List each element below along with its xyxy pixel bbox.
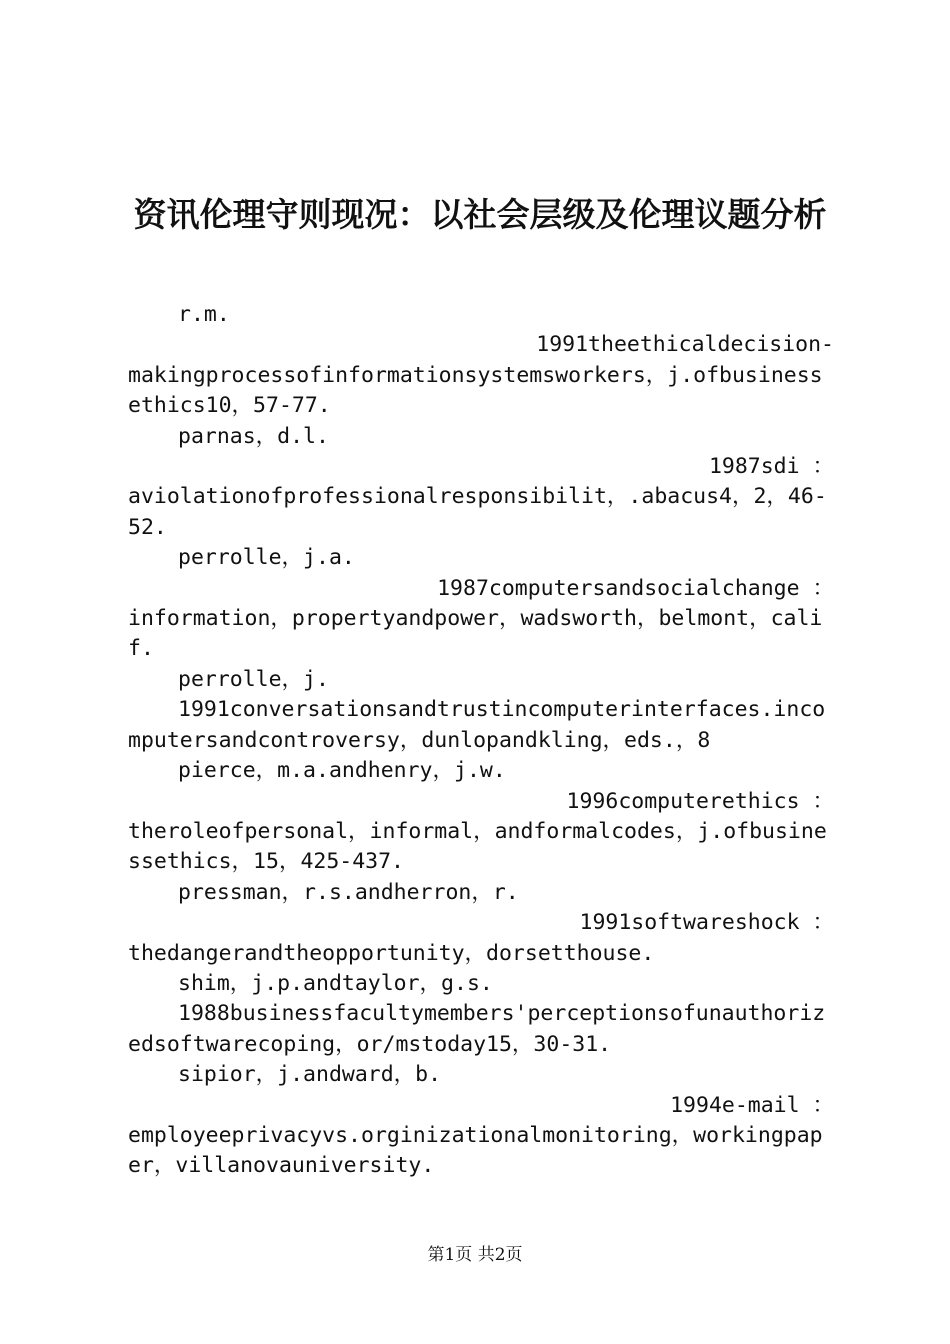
reference-lead: 1991softwareshock ： (579, 910, 834, 936)
reference-entry (128, 756, 834, 878)
reference-body: 1988businessfacultymembers'perceptionsofunauthorizedsoftwarecoping，or/mstoday15，30-31. (128, 1001, 826, 1057)
document-title: 资讯伦理守则现况：以社会层级及伦理议题分析 (133, 195, 827, 234)
reference-author: r.m. (178, 302, 230, 327)
reference-entry (128, 422, 834, 544)
reference-lead: 1987sdi ： (708, 454, 834, 480)
reference-entry (128, 300, 834, 422)
reference-entry (128, 665, 834, 756)
reference-author: perrolle，j.a. (178, 545, 355, 571)
reference-body: employeeprivacyvs.orginizationalmonitoring，workingpaper，villanovauniversity. (128, 1122, 823, 1179)
reference-entry (128, 1060, 834, 1182)
reference-entry (128, 543, 834, 665)
reference-body: makingprocessofinformationsystemsworkers，j.ofbusinessethics10，57-77. (128, 362, 823, 419)
reference-lead: 1996computerethics ： (566, 788, 834, 814)
reference-body: theroleofpersonal，informal，andformalcodes，j.ofbusinessethics，15，425-437. (128, 818, 827, 875)
reference-author: pierce，m.a.andhenry，j.w. (178, 758, 506, 784)
reference-lead: 1994e-mail ： (670, 1092, 834, 1118)
reference-body: aviolationofprofessionalresponsibilit，.abacus4，2，46-52. (128, 484, 827, 540)
reference-entry (128, 969, 834, 1060)
reference-author: parnas，d.l. (178, 423, 329, 449)
reference-body: 1991conversationsandtrustincomputerinterfaces.incomputersandcontroversy，dunlopandkling，eds.，8 (128, 697, 826, 753)
reference-author: perrolle，j. (178, 666, 329, 692)
reference-lead: 1991theethicaldecision- (536, 332, 834, 358)
reference-author: pressman，r.s.andherron，r. (178, 879, 519, 905)
reference-lead: 1987computersandsocialchange ： (437, 575, 834, 601)
reference-body: thedangerandtheopportunity，dorsetthouse. (128, 940, 655, 966)
reference-entry (128, 878, 834, 969)
reference-body: information，propertyandpower，wadsworth，belmont，calif. (128, 606, 823, 662)
reference-author: sipior，j.andward，b. (178, 1062, 442, 1088)
reference-list (128, 300, 834, 1182)
page-footer: 第1页 共2页 (427, 1245, 523, 1265)
reference-author: shim，j.p.andtaylor，g.s. (178, 970, 493, 996)
